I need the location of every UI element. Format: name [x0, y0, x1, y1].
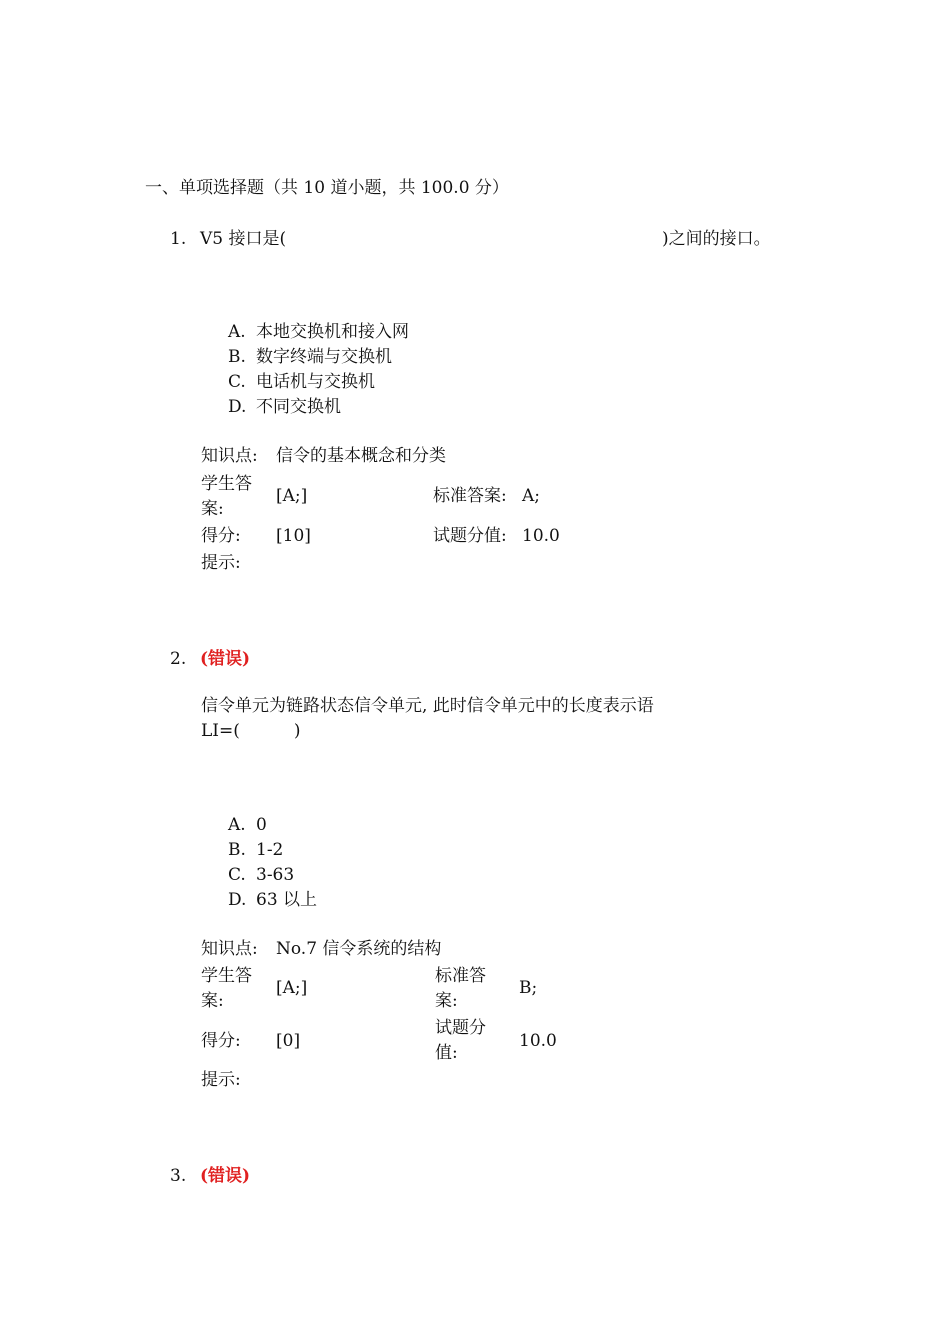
question-2-number: 2. — [170, 649, 187, 669]
question-2-status: (错误) — [200, 649, 251, 669]
option-text: 3-63 — [256, 865, 295, 885]
option-letter: C. — [228, 865, 246, 885]
option-letter: D. — [228, 890, 247, 910]
question-1-student-answer-label: 学生答案: — [201, 474, 252, 519]
question-1-option-c[interactable] — [228, 370, 375, 395]
option-text: 63 以上 — [256, 890, 318, 910]
question-1-option-d[interactable] — [228, 395, 341, 420]
question-2-knowledge-label: 知识点: — [201, 939, 258, 959]
question-1-question-value-label: 试题分值: — [433, 526, 507, 546]
question-1-student-answer-value: [A;] — [276, 486, 308, 506]
question-2-question-value: 10.0 — [519, 1031, 557, 1051]
question-2-option-a[interactable] — [228, 813, 267, 838]
question-1-option-a[interactable] — [228, 320, 409, 345]
question-1-score-value: [10] — [276, 526, 311, 546]
option-letter: A. — [228, 322, 246, 342]
question-1-stem-end: )之间的接口。 — [662, 229, 771, 249]
question-3-status: (错误) — [200, 1166, 251, 1186]
question-1-hint-label: 提示: — [201, 553, 241, 573]
question-2-score-label: 得分: — [201, 1031, 241, 1051]
option-text: 电话机与交换机 — [256, 372, 375, 392]
question-2-stem-line2: LI=( ) — [201, 721, 301, 741]
question-1-question-value: 10.0 — [522, 526, 560, 546]
question-1-option-b[interactable] — [228, 345, 392, 370]
option-text: 0 — [256, 815, 267, 835]
question-2-question-value-label: 试题分值: — [435, 1018, 486, 1063]
option-text: 本地交换机和接入网 — [256, 322, 409, 342]
question-2-student-answer-value: [A;] — [276, 978, 308, 998]
question-1-knowledge-label: 知识点: — [201, 446, 258, 466]
question-1-knowledge-value: 信令的基本概念和分类 — [276, 446, 446, 466]
question-1-standard-answer-label: 标准答案: — [433, 486, 507, 506]
question-2-knowledge-value: No.7 信令系统的结构 — [276, 939, 442, 959]
question-1-number: 1. — [170, 229, 187, 249]
question-2-score-value: [0] — [276, 1031, 301, 1051]
question-2-option-b[interactable] — [228, 838, 283, 863]
option-text: 数字终端与交换机 — [256, 347, 392, 367]
question-1-stem-start: V5 接口是( — [200, 229, 287, 249]
question-2-option-c[interactable] — [228, 863, 294, 888]
question-2-hint-label: 提示: — [201, 1070, 241, 1090]
question-2-standard-answer-label: 标准答案: — [435, 966, 486, 1011]
question-2-stem-line1: 信令单元为链路状态信令单元, 此时信令单元中的长度表示语 — [201, 696, 654, 716]
question-2-option-d[interactable] — [228, 888, 317, 913]
question-1-score-label: 得分: — [201, 526, 241, 546]
section-heading: 一、单项选择题（共 10 道小题，共 100.0 分） — [145, 178, 509, 198]
question-2-student-answer-label: 学生答案: — [201, 966, 252, 1011]
option-letter: C. — [228, 372, 246, 392]
option-letter: B. — [228, 347, 246, 367]
option-letter: B. — [228, 840, 246, 860]
option-letter: A. — [228, 815, 246, 835]
question-2-standard-answer-value: B; — [519, 978, 538, 998]
option-letter: D. — [228, 397, 247, 417]
option-text: 1-2 — [256, 840, 284, 860]
option-text: 不同交换机 — [256, 397, 341, 417]
question-1-standard-answer-value: A; — [522, 486, 541, 506]
question-3-number: 3. — [170, 1166, 187, 1186]
